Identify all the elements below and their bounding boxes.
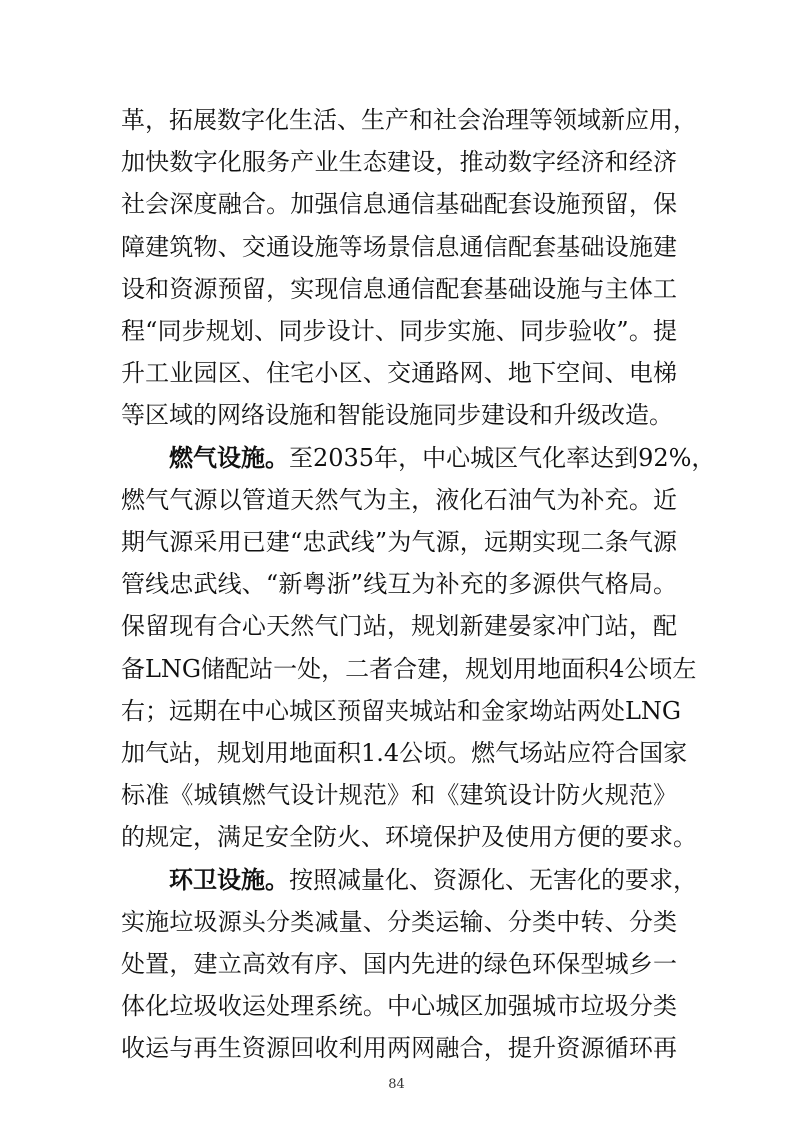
text-run: 至2035年，中心城区气化率达到92%， [289,444,716,472]
text-line: 体化垃圾收运处理系统。中心城区加强城市垃圾分类 [121,992,677,1020]
text-line: 期气源采用已建“忠武线”为气源，远期实现二条气源 [121,528,677,556]
text-line: 加快数字化服务产业生态建设，推动数字经济和经济 [121,148,677,176]
text-line: 标准《城镇燃气设计规范》和《建筑设计防火规范》 [121,781,677,809]
page-number: 84 [388,1077,405,1092]
text-line: 加气站，规划用地面积1.4公顷。燃气场站应符合国家 [121,739,688,767]
text-line: 保留现有合心天然气门站，规划新建晏家冲门站，配 [121,612,677,640]
text-line: 等区域的网络设施和智能设施同步建设和升级改造。 [121,401,673,429]
text-line: 障建筑物、交通设施等场景信息通信配套基础设施建 [121,233,677,261]
text-line: 处置，建立高效有序、国内先进的绿色环保型城乡一 [121,950,677,978]
text-line: 实施垃圾源头分类减量、分类运输、分类中转、分类 [121,908,677,936]
text-line: 的规定，满足安全防火、环境保护及使用方便的要求。 [121,823,697,851]
paragraph-first-line [169,438,716,478]
text-line: 社会深度融合。加强信息通信基础配套设施预留，保 [121,190,677,218]
text-line: 革，拓展数字化生活、生产和社会治理等领域新应用， [121,106,697,134]
text-line: 程“同步规划、同步设计、同步实施、同步验收”。提 [121,317,677,345]
text-line: 升工业园区、住宅小区、交通路网、地下空间、电梯 [121,359,677,387]
text-line: 燃气气源以管道天然气为主，液化石油气为补充。近 [121,486,677,514]
section-heading: 环卫设施。 [169,865,289,894]
section-heading: 燃气设施。 [169,443,289,472]
text-run: 按照减量化、资源化、无害化的要求， [289,866,697,894]
text-line: 备LNG储配站一处，二者合建，规划用地面积4公顷左 [121,655,697,683]
text-line: 收运与再生资源回收利用两网融合，提升资源循环再 [121,1034,677,1062]
text-line: 管线忠武线、“新粤浙”线互为补充的多源供气格局。 [121,570,677,598]
text-line: 右；远期在中心城区预留夹城站和金家坳站两处LNG [121,697,682,725]
paragraph-first-line [169,860,697,900]
text-line: 设和资源预留，实现信息通信配套基础设施与主体工 [121,275,677,303]
